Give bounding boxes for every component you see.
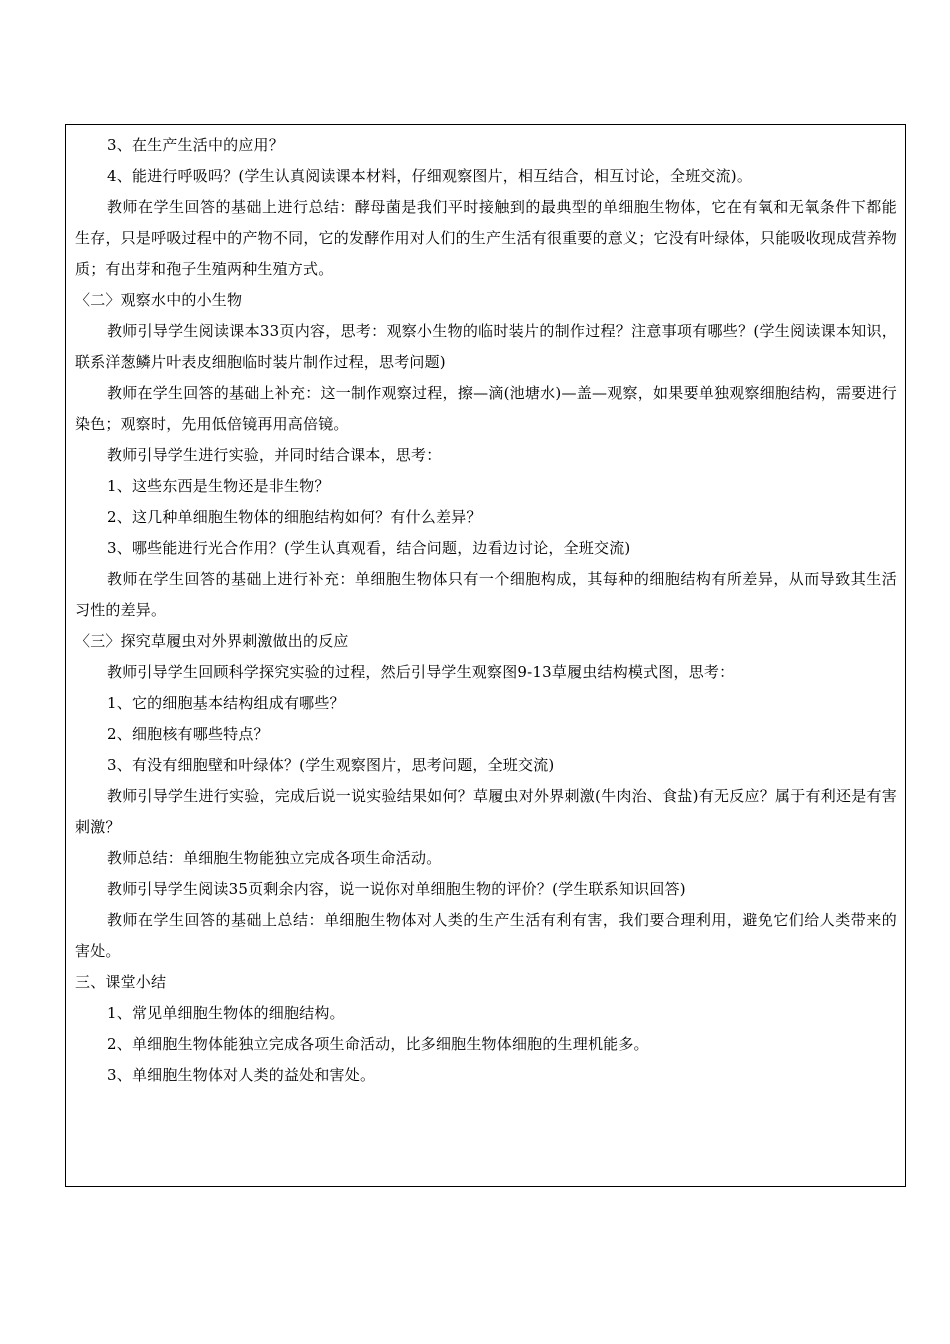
section-heading-class-summary: 三、课堂小结 xyxy=(75,973,167,991)
teacher-guide-experiment: 教师引导学生进行实验，并同时结合课本，思考： xyxy=(107,446,442,464)
question-photosynthesis: 3、哪些能进行光合作用？(学生认真观看，结合问题，边看边讨论，全班交流) xyxy=(107,539,631,557)
question-cell-wall: 3、有没有细胞壁和叶绿体？(学生观察图片，思考问题，全班交流) xyxy=(107,756,555,774)
teacher-guide-stimulus: 教师引导学生进行实验，完成后说一说实验结果如何？草履虫对外界刺激(牛肉治、食盐)有无反应？属于有利还是有害刺激？ xyxy=(75,787,897,836)
teacher-summary-yeast: 教师在学生回答的基础上进行总结：酵母菌是我们平时接触到的最典型的单细胞生物体，它在有氧和无氧条件下都能生存，只是呼吸过程中的产物不同，它的发酵作用对人们的生产生活有很重要的意义；它没有叶绿体，只能吸收现成营养物质；有出芽和孢子生殖两种生殖方式。 xyxy=(75,198,897,278)
section-heading-observe-water: 〈二〉观察水中的小生物 xyxy=(75,291,243,309)
question-cell-structure: 2、这几种单细胞生物体的细胞结构如何？有什么差异？ xyxy=(107,508,482,526)
teacher-summary-independent: 教师总结：单细胞生物能独立完成各项生命活动。 xyxy=(107,849,442,867)
teacher-guide-paramecium: 教师引导学生回顾科学探究实验的过程，然后引导学生观察图9-13草履虫结构模式图，思考： xyxy=(107,663,735,681)
lesson-plan-frame xyxy=(65,124,906,1187)
summary-item-1: 1、常见单细胞生物体的细胞结构。 xyxy=(107,1004,345,1022)
question-respiration: 4、能进行呼吸吗？(学生认真阅读课本材料，仔细观察图片，相互结合，相互讨论，全班交流)。 xyxy=(107,167,753,185)
teacher-supplement-slide: 教师在学生回答的基础上补充：这一制作观察过程，擦—滴(池塘水)—盖—观察，如果要单独观察细胞结构，需要进行染色；观察时，先用低倍镜再用高倍镜。 xyxy=(75,384,897,433)
section-heading-paramecium: 〈三〉探究草履虫对外界刺激做出的反应 xyxy=(75,632,349,650)
summary-item-2: 2、单细胞生物体能独立完成各项生命活动，比多细胞生物体细胞的生理机能多。 xyxy=(107,1035,649,1053)
teacher-guide-reading: 教师引导学生阅读课本33页内容，思考：观察小生物的临时装片的制作过程？注意事项有哪些？(学生阅读课本知识，联系洋葱鳞片叶表皮细胞临时装片制作过程，思考问题) xyxy=(75,322,897,371)
teacher-summary-benefit-harm: 教师在学生回答的基础上总结：单细胞生物体对人类的生产生活有利有害，我们要合理利用，避免它们给人类带来的害处。 xyxy=(75,911,897,960)
teacher-guide-evaluation: 教师引导学生阅读35页剩余内容，说一说你对单细胞生物的评价？(学生联系知识回答) xyxy=(107,880,686,898)
question-application: 3、在生产生活中的应用？ xyxy=(107,136,284,154)
question-basic-structure: 1、它的细胞基本结构组成有哪些？ xyxy=(107,694,345,712)
summary-item-3: 3、单细胞生物体对人类的益处和害处。 xyxy=(107,1066,376,1084)
teacher-supplement-difference: 教师在学生回答的基础上进行补充：单细胞生物体只有一个细胞构成，其每种的细胞结构有所差异，从而导致其生活习性的差异。 xyxy=(75,570,897,619)
question-nucleus: 2、细胞核有哪些特点？ xyxy=(107,725,269,743)
question-living-or-not: 1、这些东西是生物还是非生物？ xyxy=(107,477,330,495)
